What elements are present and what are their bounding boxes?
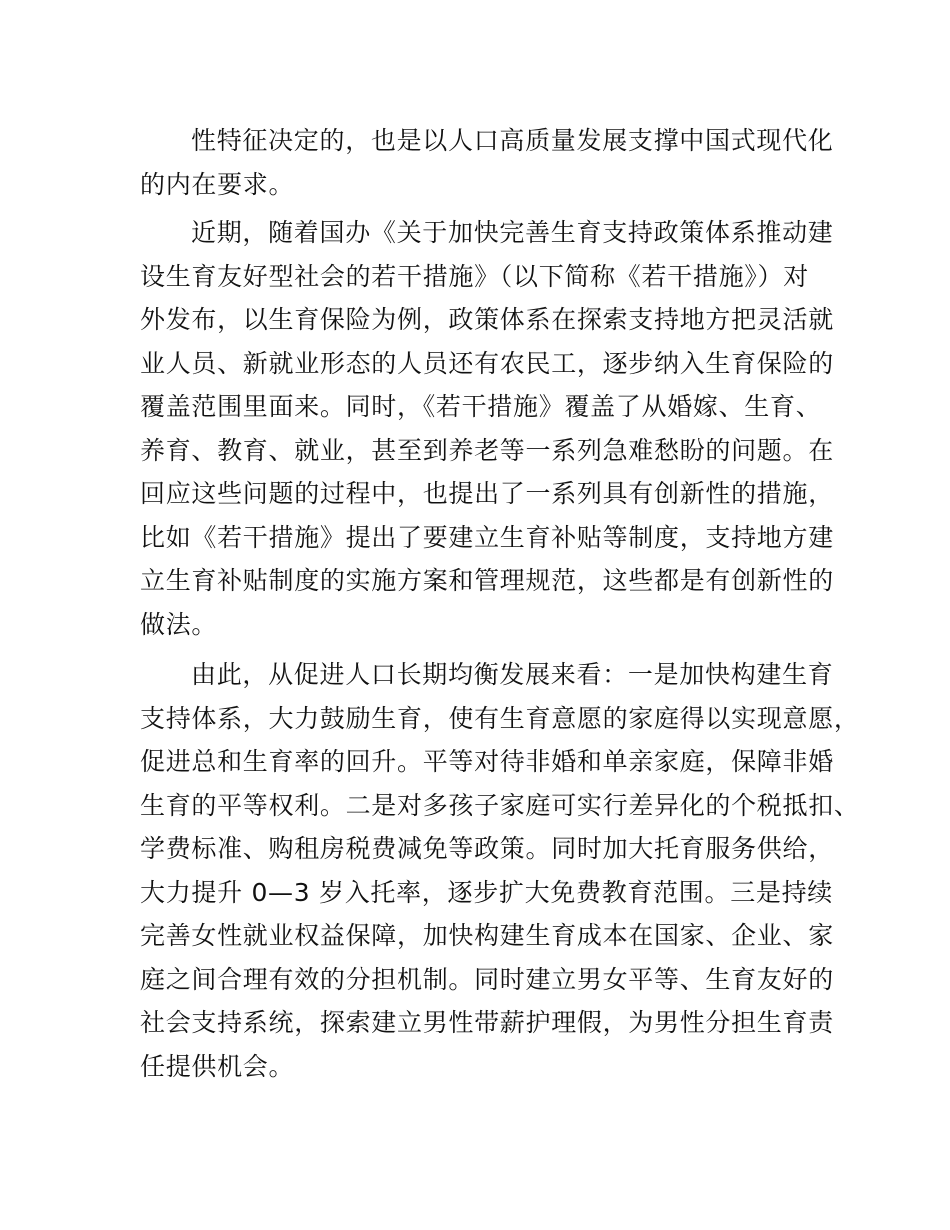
text-line: 由此，从促进人口长期均衡发展来看：一是加快构建生育 <box>191 660 834 689</box>
text-line: 设生育友好型社会的若干措施》（以下简称《若干措施》）对 <box>140 261 809 291</box>
text-line: 外发布，以生育保险为例，政策体系在探索支持地方把灵活就 <box>140 305 834 334</box>
text-line: 完善女性就业权益保障，加快构建生育成本在国家、企业、家 <box>140 921 834 950</box>
text-line: 覆盖范围里面来。同时，《若干措施》覆盖了从婚嫁、生育、 <box>140 392 822 421</box>
text-line: 支持体系，大力鼓励生育，使有生育意愿的家庭得以实现意愿， <box>140 703 860 733</box>
text-line: 性特征决定的，也是以人口高质量发展支撑中国式现代化 <box>191 126 834 155</box>
paragraph-2 <box>140 211 840 646</box>
text-line: 回应这些问题的过程中，也提出了一系列具有创新性的措施， <box>140 479 834 508</box>
text-line: 大力提升 0—3 岁入托率，逐步扩大免费教育范围。三是持续 <box>140 877 834 907</box>
text-line: 业人员、新就业形态的人员还有农民工，逐步纳入生育保险的 <box>140 348 834 378</box>
text-line: 比如《若干措施》提出了要建立生育补贴等制度，支持地方建 <box>140 522 834 552</box>
paragraph-1 <box>140 119 840 206</box>
text-line: 养育、教育、就业，甚至到养老等一系列急难愁盼的问题。在 <box>140 435 834 465</box>
text-line: 的内在要求。 <box>140 169 295 199</box>
text-line: 促进总和生育率的回升。平等对待非婚和单亲家庭，保障非婚 <box>140 747 834 776</box>
text-line: 近期，随着国办《关于加快完善生育支持政策体系推动建 <box>191 218 834 247</box>
text-line: 立生育补贴制度的实施方案和管理规范，这些都是有创新性的 <box>140 566 834 595</box>
text-line: 任提供机会。 <box>140 1051 295 1081</box>
paragraph-3 <box>140 653 860 1088</box>
text-line: 社会支持系统，探索建立男性带薪护理假，为男性分担生育责 <box>140 1008 834 1037</box>
text-line: 学费标准、购租房税费减免等政策。同时加大托育服务供给， <box>140 834 834 863</box>
text-line: 生育的平等权利。二是对多孩子家庭可实行差异化的个税抵扣、 <box>140 790 860 820</box>
text-line: 庭之间合理有效的分担机制。同时建立男女平等、生育友好的 <box>140 964 834 994</box>
text-line: 做法。 <box>140 609 218 639</box>
